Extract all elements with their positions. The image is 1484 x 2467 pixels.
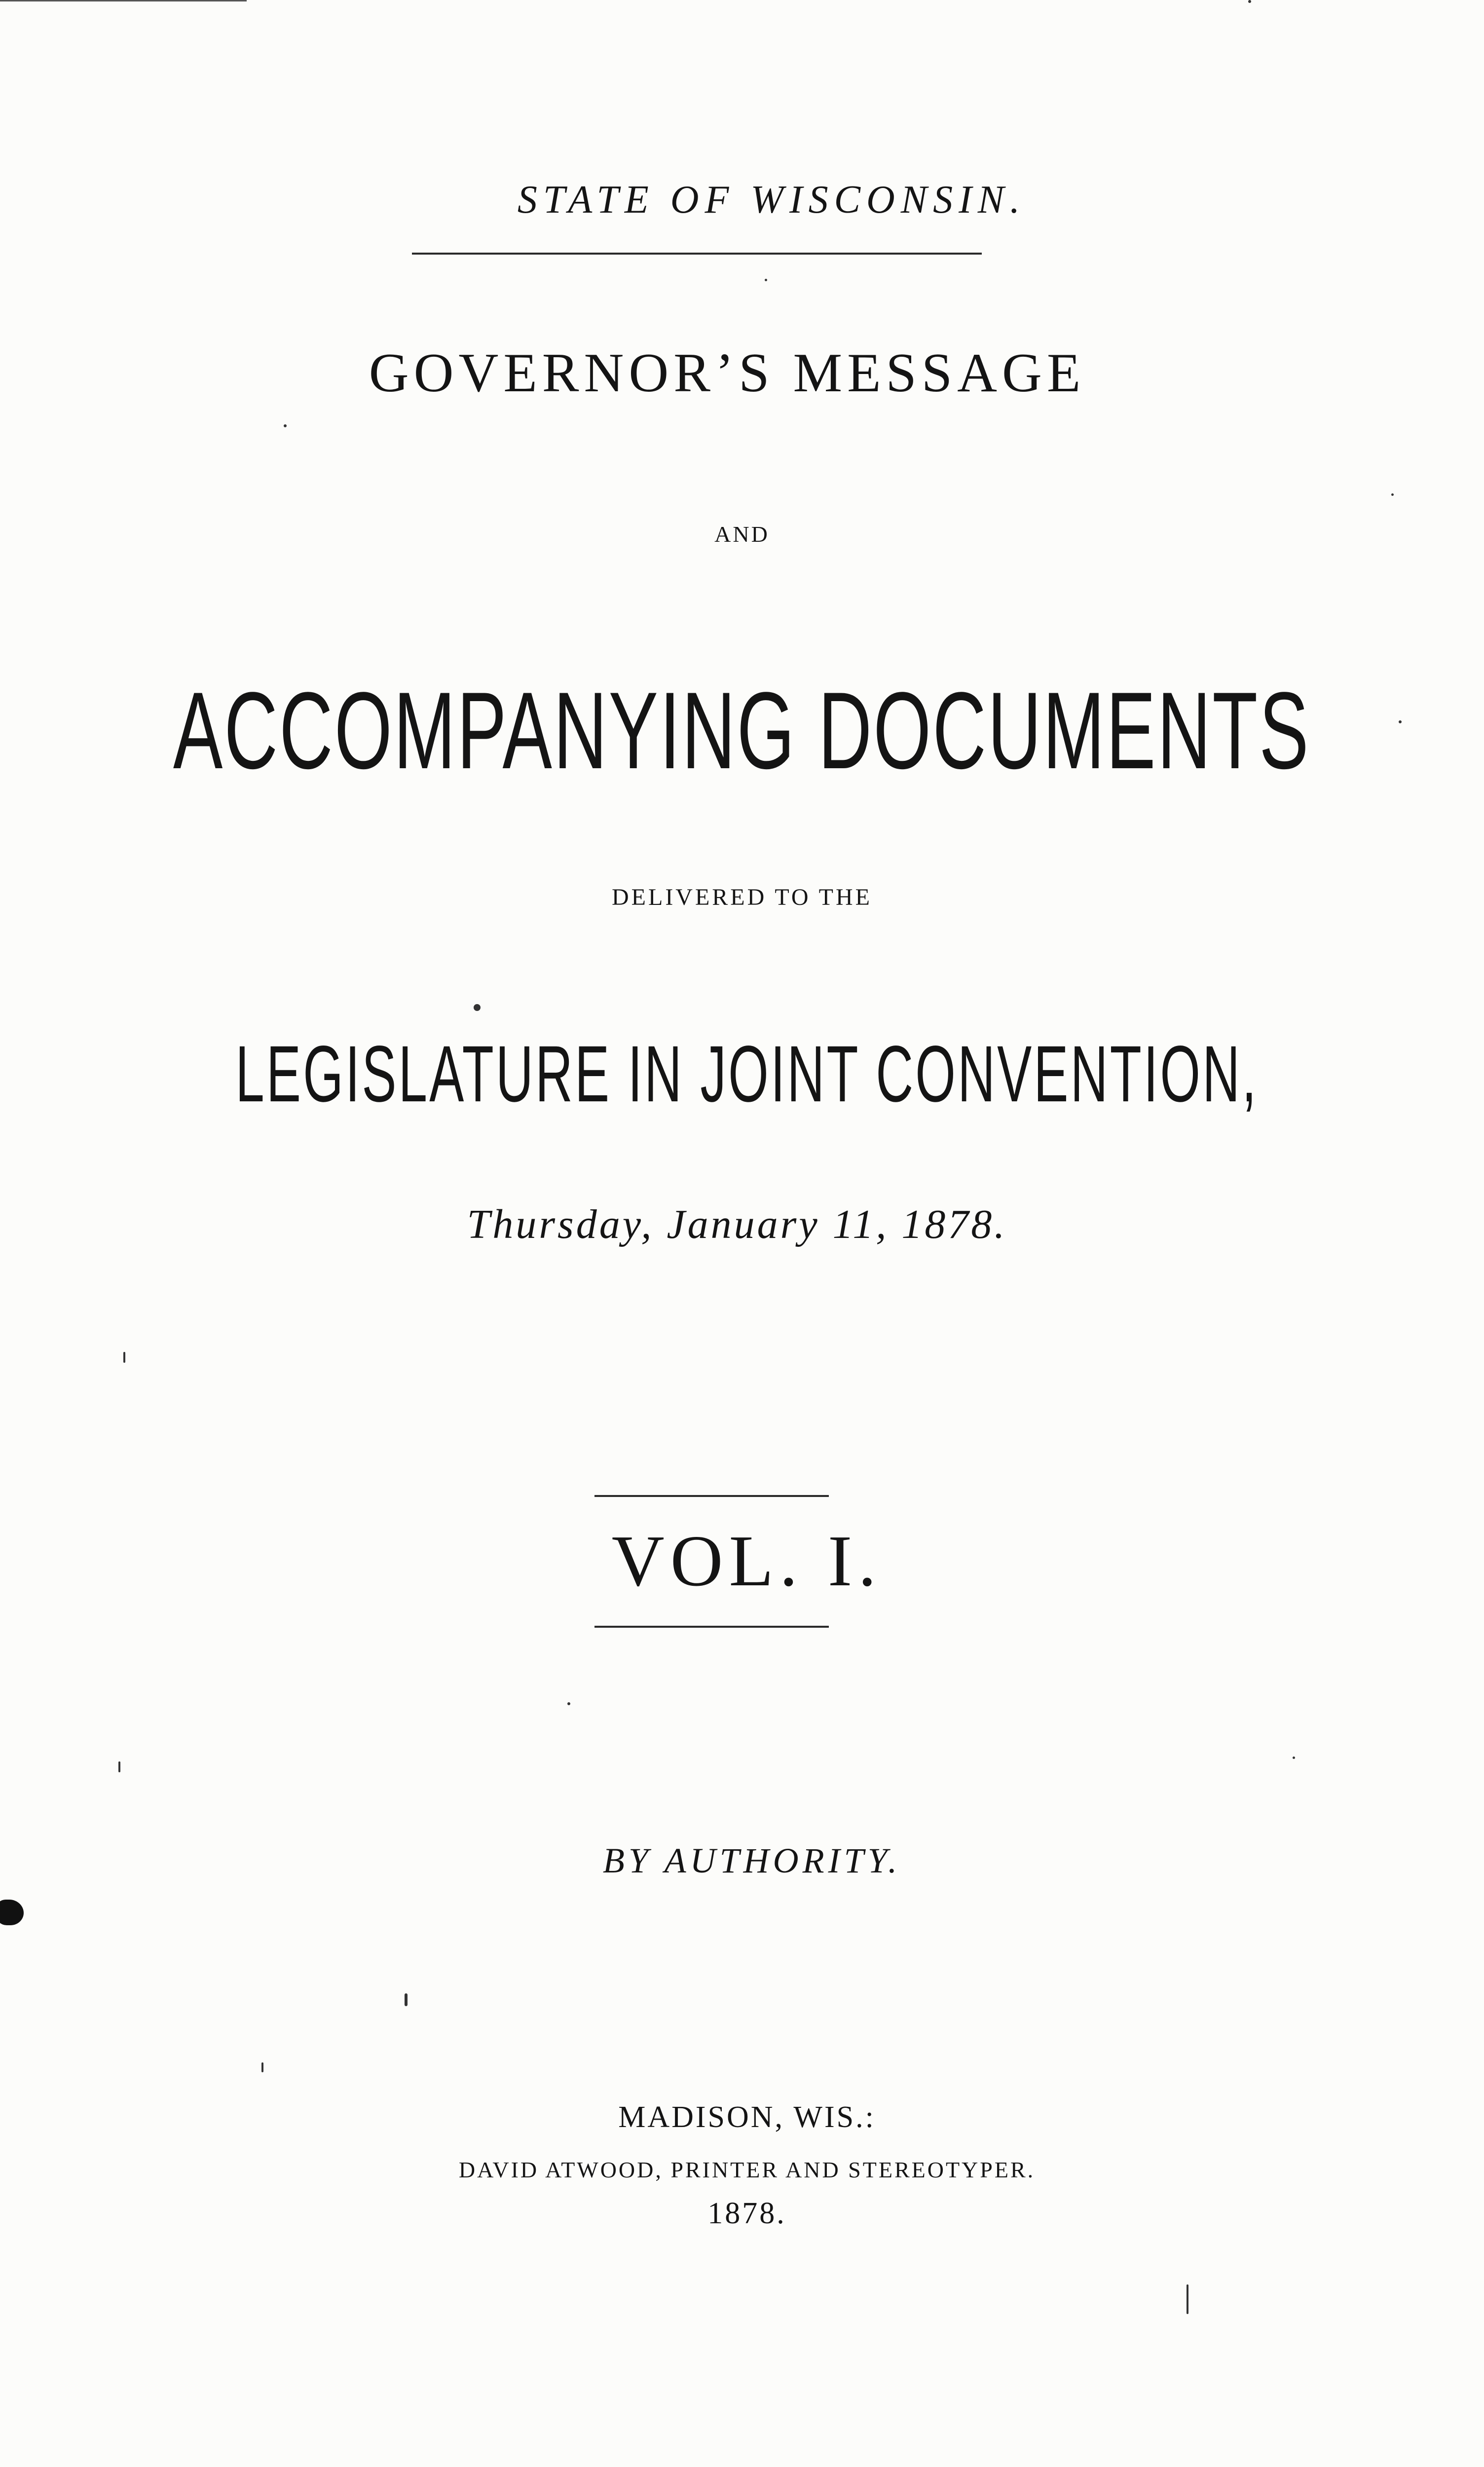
by-authority-text: BY AUTHORITY.	[602, 1841, 901, 1880]
speck	[1248, 0, 1251, 3]
volume-label: VOL. I.	[611, 1521, 883, 1602]
speck	[405, 1993, 408, 2006]
governors-message-heading: GOVERNOR’S MESSAGE	[369, 342, 1086, 404]
state-underline-rule	[412, 253, 982, 255]
speck	[123, 1352, 125, 1363]
volume-top-rule	[594, 1495, 829, 1497]
ink-blot	[0, 1900, 24, 1925]
and-connector: AND	[714, 522, 770, 547]
speck	[1293, 1757, 1295, 1759]
speck	[567, 1702, 570, 1705]
speck	[1187, 2284, 1188, 2314]
speck	[118, 1761, 120, 1772]
speck	[765, 279, 767, 281]
speck	[261, 2062, 263, 2072]
printer-name: DAVID ATWOOD, PRINTER AND STEREOTYPER.	[458, 2157, 1036, 2182]
speck	[1391, 493, 1394, 496]
legislature-heading: LEGISLATURE IN JOINT CONVENTION,	[235, 1029, 1259, 1119]
top-edge-mark	[0, 0, 247, 1]
publication-place: MADISON, WIS.:	[618, 2100, 876, 2134]
speck	[474, 1004, 481, 1011]
publication-year: 1878.	[707, 2197, 786, 2230]
speck	[284, 424, 287, 427]
delivered-to-the-text: DELIVERED TO THE	[612, 884, 872, 910]
accompanying-documents-title: ACCOMPANYING DOCUMENTS	[173, 669, 1310, 792]
speck	[1399, 720, 1402, 723]
state-heading: STATE OF WISCONSIN.	[517, 178, 1026, 222]
delivery-date: Thursday, January 11, 1878.	[467, 1201, 1007, 1247]
volume-bottom-rule	[594, 1626, 829, 1628]
